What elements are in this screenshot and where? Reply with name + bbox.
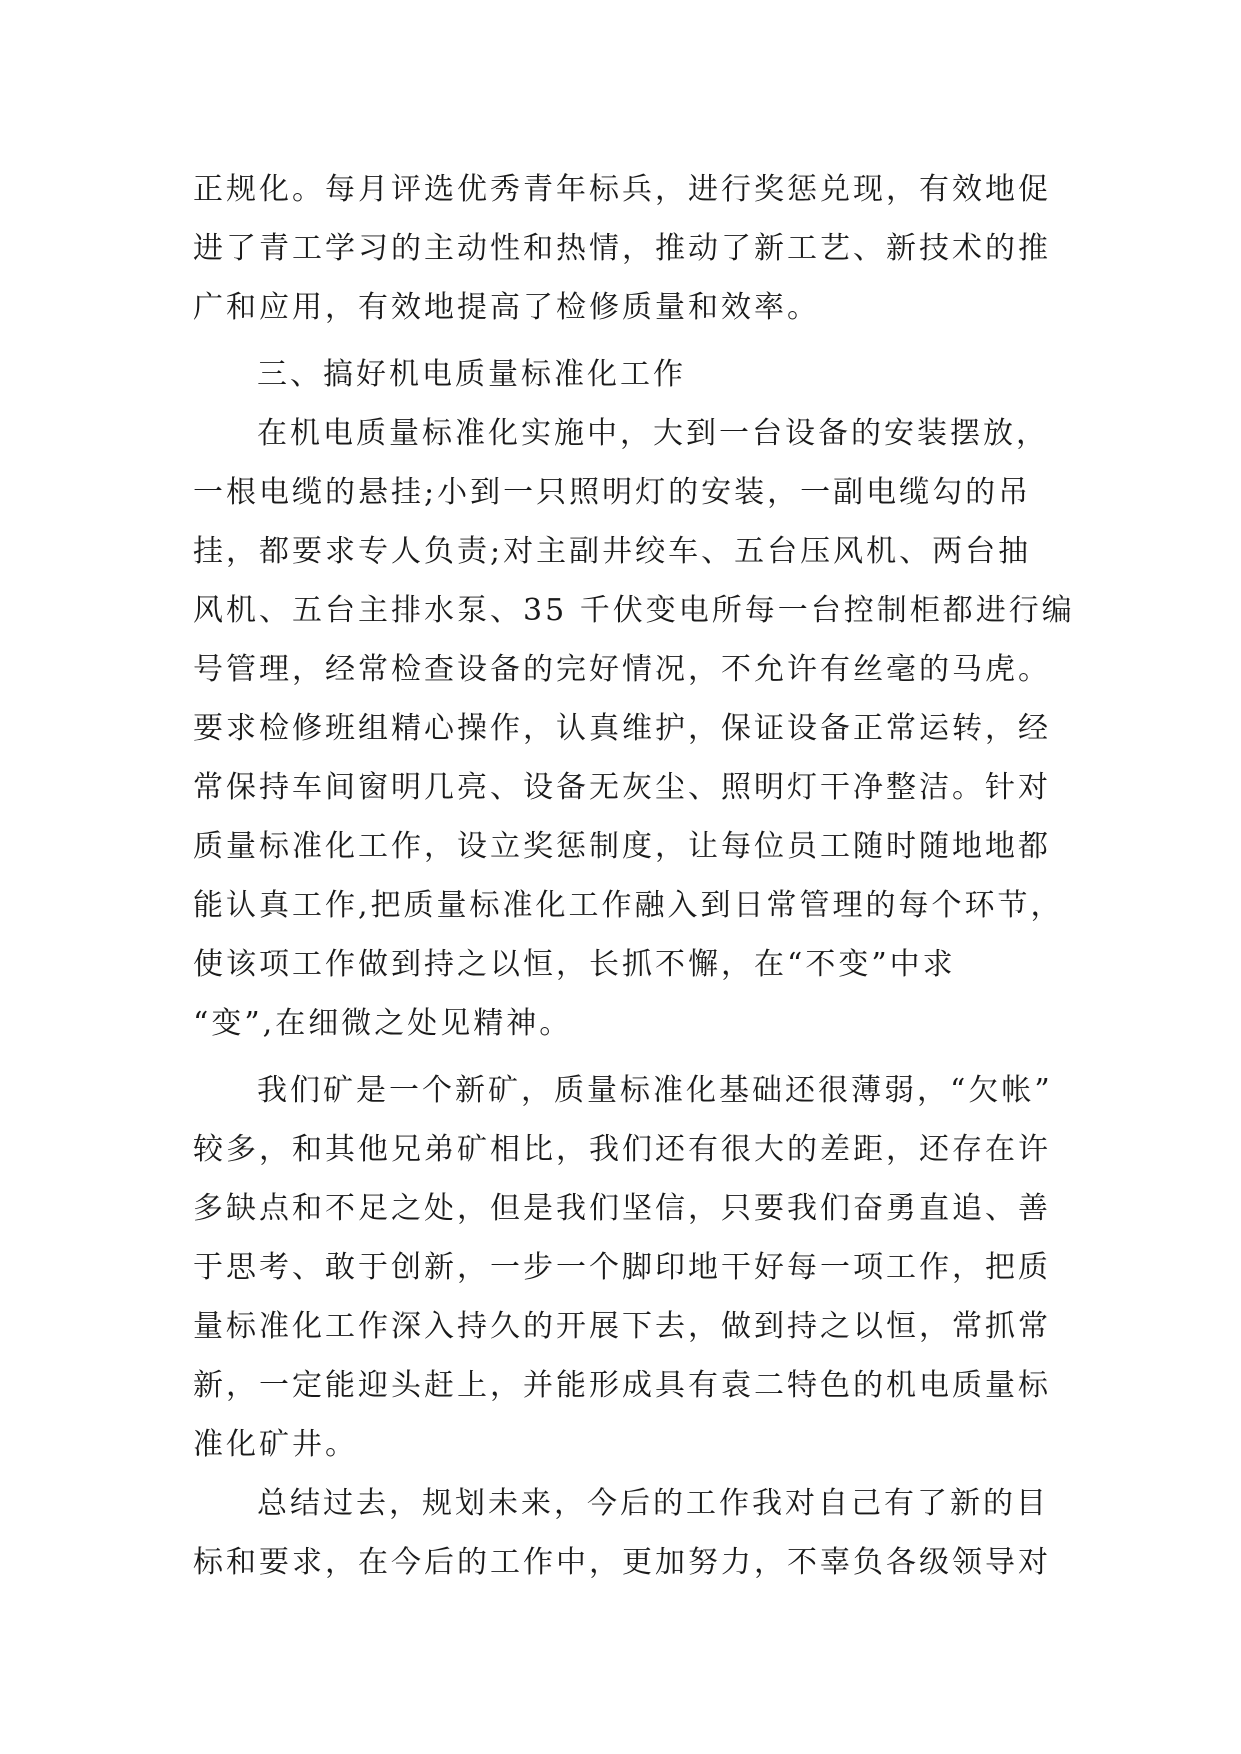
section-heading: [193, 345, 1053, 404]
text-line: 于思考、敢于创新，一步一个脚印地干好每一项工作，把质: [193, 1250, 1051, 1285]
paragraph: [193, 160, 1053, 337]
paragraph: [193, 404, 1075, 1053]
text-line: 使该项工作做到持之以恒，长抓不懈，在“不变”中求: [193, 947, 956, 982]
text-line: 挂，都要求专人负责;对主副井绞车、五台压风机、两台抽: [193, 534, 1032, 569]
text-line: 较多，和其他兄弟矿相比，我们还有很大的差距，还存在许: [193, 1132, 1051, 1167]
text-line: 标和要求，在今后的工作中，更加努力，不辜负各级领导对: [193, 1545, 1051, 1580]
text-line: 质量标准化工作，设立奖惩制度，让每位员工随时随地地都: [193, 829, 1051, 864]
text-line: 号管理，经常检查设备的完好情况，不允许有丝毫的马虎。: [193, 652, 1051, 687]
text-line: 量标准化工作深入持久的开展下去，做到持之以恒，常抓常: [193, 1309, 1051, 1344]
paragraph-gap: [193, 337, 1053, 345]
text-line: 进了青工学习的主动性和热情，推动了新工艺、新技术的推: [193, 231, 1051, 266]
text-line: 一根电缆的悬挂;小到一只照明灯的安装，一副电缆勾的吊: [193, 475, 1032, 510]
text-line: 总结过去，规划未来，今后的工作我对自己有了新的目: [257, 1486, 1049, 1521]
text-line: 常保持车间窗明几亮、设备无灰尘、照明灯干净整洁。针对: [193, 770, 1051, 805]
text-line: 正规化。每月评选优秀青年标兵，进行奖惩兑现，有效地促: [193, 172, 1051, 207]
paragraph-gap: [193, 1053, 1053, 1061]
text-line: 在机电质量标准化实施中，大到一台设备的安装摆放，: [257, 416, 1049, 451]
text-line: 风机、五台主排水泵、35 千伏变电所每一台控制柜都进行编: [193, 593, 1075, 628]
text-line: 我们矿是一个新矿，质量标准化基础还很薄弱，“欠帐”: [257, 1073, 1053, 1108]
text-line: “变”,在细微之处见精神。: [193, 1006, 573, 1041]
text-line: 三、搞好机电质量标准化工作: [257, 357, 686, 392]
paragraph: [193, 1474, 1053, 1592]
text-line: 准化矿井。: [193, 1427, 358, 1462]
text-line: 新，一定能迎头赶上，并能形成具有袁二特色的机电质量标: [193, 1368, 1051, 1403]
text-line: 能认真工作,把质量标准化工作融入到日常管理的每个环节，: [193, 888, 1064, 923]
text-line: 要求检修班组精心操作，认真维护，保证设备正常运转，经: [193, 711, 1051, 746]
text-line: 广和应用，有效地提高了检修质量和效率。: [193, 290, 820, 325]
document-body: [193, 160, 1075, 1592]
paragraph: [193, 1061, 1053, 1474]
text-line: 多缺点和不足之处，但是我们坚信，只要我们奋勇直追、善: [193, 1191, 1051, 1226]
